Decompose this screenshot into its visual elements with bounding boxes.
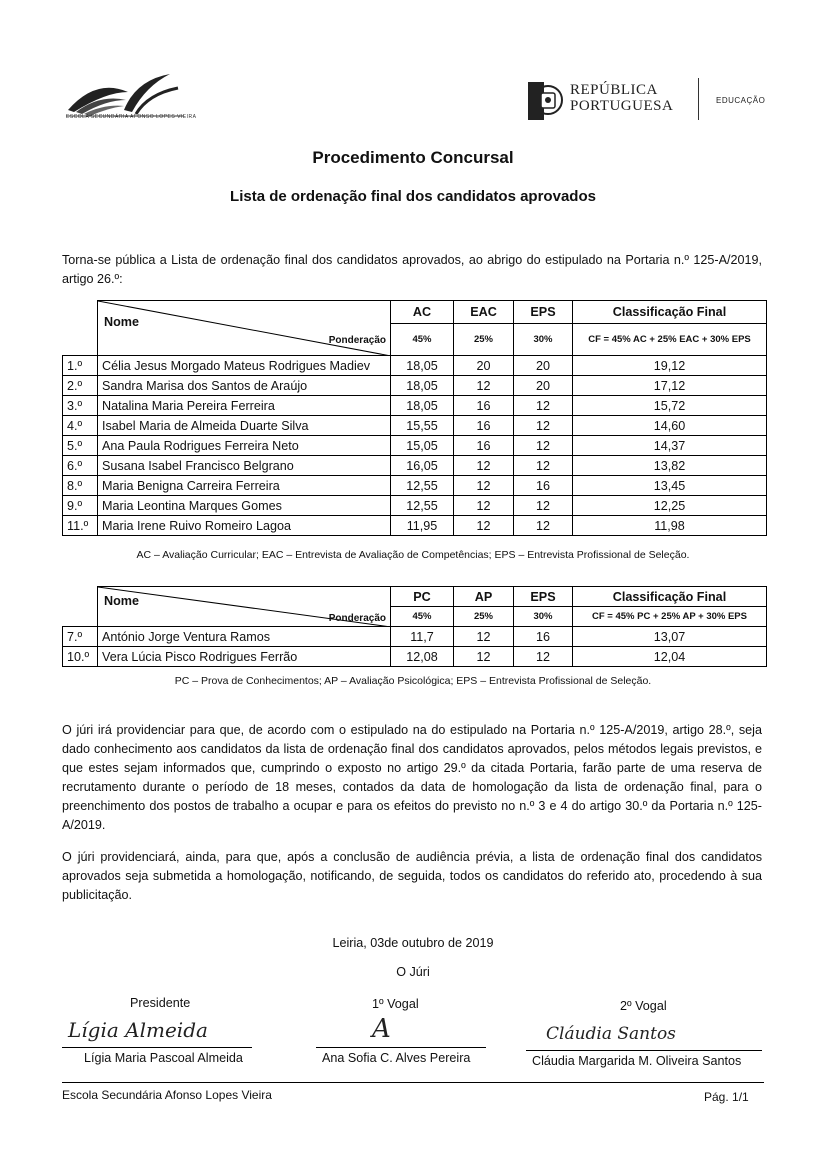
score-cell: 18,05 <box>391 376 454 396</box>
candidate-rank: 3.º <box>63 396 98 416</box>
score-cell: 20 <box>514 356 573 376</box>
score-cell: 16 <box>454 436 514 456</box>
ranking-table-1 <box>62 300 767 536</box>
signature-1-vogal: A <box>372 1014 391 1044</box>
table1-formula: CF = 45% AC + 25% EAC + 30% EPS <box>573 324 767 356</box>
candidate-rank: 5.º <box>63 436 98 456</box>
final-score-cell: 14,37 <box>573 436 767 456</box>
final-score-cell: 13,82 <box>573 456 767 476</box>
ministry-label: EDUCAÇÃO <box>716 96 766 105</box>
table2-header-nome-ponderacao <box>98 587 391 627</box>
score-cell: 15,05 <box>391 436 454 456</box>
score-cell: 16,05 <box>391 456 454 476</box>
signatory-name: Ana Sofia C. Alves Pereira <box>322 1051 471 1065</box>
final-score-cell: 11,98 <box>573 516 767 536</box>
candidate-rank: 6.º <box>63 456 98 476</box>
score-cell: 12 <box>514 456 573 476</box>
table2-col-weight: 45% <box>391 607 454 627</box>
score-cell: 12 <box>454 516 514 536</box>
table2-formula: CF = 45% PC + 25% AP + 30% EPS <box>573 607 767 627</box>
table2-col-header: PC <box>391 587 454 607</box>
candidate-rank: 8.º <box>63 476 98 496</box>
table-row <box>63 516 767 536</box>
table-row <box>63 356 767 376</box>
candidate-rank: 7.º <box>63 627 98 647</box>
candidate-name: Isabel Maria de Almeida Duarte Silva <box>98 416 391 436</box>
score-cell: 18,05 <box>391 356 454 376</box>
table1-col-header: EAC <box>454 301 514 324</box>
score-cell: 12,55 <box>391 496 454 516</box>
final-score-cell: 15,72 <box>573 396 767 416</box>
candidate-name: António Jorge Ventura Ramos <box>98 627 391 647</box>
table2-col-weight: 25% <box>454 607 514 627</box>
republic-line-2: PORTUGUESA <box>570 98 674 114</box>
table-row <box>63 476 767 496</box>
table1-col-weight: 25% <box>454 324 514 356</box>
document-title: Procedimento Concursal <box>312 148 514 167</box>
place-date: Leiria, 03de outubro de 2019 <box>332 936 494 950</box>
score-cell: 11,7 <box>391 627 454 647</box>
candidate-rank: 1.º <box>63 356 98 376</box>
jury-paragraph-1: O júri irá providenciar para que, de acordo com o estipulado na do estipulado na Portaria n.º 125-A/2019, artigo 28.º, seja dado conhecimento aos candidatos da lista de ordenação final dos candidatos aprovados, pelos métodos legais previstos, e que estes sejam informados que, cumprindo o exposto no artigo 29.º da citada Portaria, farão parte de uma reserva de recrutamento durante o período de 18 meses, contados da data de homologação da lista de ordenação final, para o preenchimento dos postos de trabalho a ocupar e para os efeitos do previsto no n.º 3 e 4 do artigo 30.º da Portaria n.º 125-A/2019. <box>62 723 762 832</box>
signature-line <box>62 1047 252 1048</box>
table2-col-weight: 30% <box>514 607 573 627</box>
score-cell: 12 <box>514 396 573 416</box>
signatory-role: 2º Vogal <box>620 999 667 1013</box>
score-cell: 12 <box>514 647 573 667</box>
score-cell: 12 <box>454 496 514 516</box>
intro-paragraph: Torna-se pública a Lista de ordenação final dos candidatos aprovados, ao abrigo do estipulado na Portaria n.º 125-A/2019, artigo 26.º: <box>62 253 762 286</box>
signatory-name: Lígia Maria Pascoal Almeida <box>84 1051 243 1065</box>
candidate-name: Sandra Marisa dos Santos de Araújo <box>98 376 391 396</box>
footer-school: Escola Secundária Afonso Lopes Vieira <box>62 1088 272 1102</box>
candidate-name: Maria Benigna Carreira Ferreira <box>98 476 391 496</box>
score-cell: 12,08 <box>391 647 454 667</box>
candidate-rank: 9.º <box>63 496 98 516</box>
score-cell: 20 <box>514 376 573 396</box>
score-cell: 12 <box>454 376 514 396</box>
final-score-cell: 17,12 <box>573 376 767 396</box>
table-row <box>63 496 767 516</box>
table1-legend: AC – Avaliação Curricular; EAC – Entrevista de Avaliação de Competências; EPS – Entrevista Profissional de Seleção. <box>136 549 690 561</box>
candidate-rank: 4.º <box>63 416 98 436</box>
score-cell: 12 <box>514 496 573 516</box>
candidate-rank: 11.º <box>63 516 98 536</box>
candidate-rank: 2.º <box>63 376 98 396</box>
table-row <box>63 436 767 456</box>
final-score-cell: 12,25 <box>573 496 767 516</box>
score-cell: 16 <box>514 476 573 496</box>
footer-divider <box>62 1082 764 1083</box>
table1-col-weight: 45% <box>391 324 454 356</box>
score-cell: 16 <box>454 396 514 416</box>
table1-col-header: AC <box>391 301 454 324</box>
candidate-name: Célia Jesus Morgado Mateus Rodrigues Madiev <box>98 356 391 376</box>
candidate-name: Maria Leontina Marques Gomes <box>98 496 391 516</box>
table1-col-weight: 30% <box>514 324 573 356</box>
score-cell: 12 <box>514 436 573 456</box>
table2-final-header: Classificação Final <box>573 587 767 607</box>
score-cell: 12,55 <box>391 476 454 496</box>
table2-nome-label: Nome <box>104 594 139 608</box>
score-cell: 11,95 <box>391 516 454 536</box>
candidate-name: Maria Irene Ruivo Romeiro Lagoa <box>98 516 391 536</box>
score-cell: 12 <box>454 476 514 496</box>
table2-col-header: EPS <box>514 587 573 607</box>
republic-title <box>570 82 673 114</box>
final-score-cell: 13,45 <box>573 476 767 496</box>
final-score-cell: 14,60 <box>573 416 767 436</box>
candidate-name: Natalina Maria Pereira Ferreira <box>98 396 391 416</box>
candidate-rank: 10.º <box>63 647 98 667</box>
final-score-cell: 19,12 <box>573 356 767 376</box>
table1-col-header: EPS <box>514 301 573 324</box>
score-cell: 12 <box>514 516 573 536</box>
signature-presidente: Lígia Almeida <box>68 1018 208 1042</box>
school-logo-caption: ESCOLA SECUNDÁRIA AFONSO LOPES VIEIRA <box>66 114 197 120</box>
signature-line <box>316 1047 486 1048</box>
table-row <box>63 647 767 667</box>
table1-header-nome-ponderacao <box>98 301 391 356</box>
table-row <box>63 396 767 416</box>
candidate-name: Susana Isabel Francisco Belgrano <box>98 456 391 476</box>
score-cell: 15,55 <box>391 416 454 436</box>
document-subtitle: Lista de ordenação final dos candidatos aprovados <box>230 188 596 205</box>
score-cell: 16 <box>514 627 573 647</box>
score-cell: 12 <box>514 416 573 436</box>
table-row <box>63 627 767 647</box>
table-row <box>63 416 767 436</box>
table2-col-header: AP <box>454 587 514 607</box>
table-row <box>63 376 767 396</box>
score-cell: 20 <box>454 356 514 376</box>
republic-line-1: REPÚBLICA <box>570 82 658 98</box>
republic-emblem-icon <box>526 78 566 124</box>
final-score-cell: 13,07 <box>573 627 767 647</box>
score-cell: 16 <box>454 416 514 436</box>
ranking-table-2 <box>62 586 767 667</box>
table2-ponderacao-label: Ponderação <box>328 613 386 624</box>
signatory-role: Presidente <box>130 996 191 1010</box>
table1-final-header: Classificação Final <box>573 301 767 324</box>
signature-line <box>526 1050 762 1051</box>
jury-paragraph-2: O júri providenciará, ainda, para que, após a conclusão de audiência prévia, a lista de ordenação final dos candidatos aprovados seja submetida a homologação, notificando, de seguida, todos os candidatos do referido ato, procedendo à sua publicitação. <box>62 850 762 902</box>
table2-legend: PC – Prova de Conhecimentos; AP – Avaliação Psicológica; EPS – Entrevista Profissional de Seleção. <box>174 675 652 687</box>
score-cell: 12 <box>454 627 514 647</box>
table1-nome-label: Nome <box>104 315 139 329</box>
score-cell: 18,05 <box>391 396 454 416</box>
score-cell: 12 <box>454 456 514 476</box>
header-divider <box>698 78 699 120</box>
footer-page-number: Pág. 1/1 <box>704 1090 749 1104</box>
candidate-name: Vera Lúcia Pisco Rodrigues Ferrão <box>98 647 391 667</box>
signatory-role: 1º Vogal <box>372 997 419 1011</box>
table-row <box>63 456 767 476</box>
table1-ponderacao-label: Ponderação <box>328 335 386 346</box>
final-score-cell: 12,04 <box>573 647 767 667</box>
candidate-name: Ana Paula Rodrigues Ferreira Neto <box>98 436 391 456</box>
jury-label: O Júri <box>396 965 430 979</box>
signature-2-vogal: Cláudia Santos <box>546 1024 676 1044</box>
signatory-name: Cláudia Margarida M. Oliveira Santos <box>532 1054 742 1068</box>
score-cell: 12 <box>454 647 514 667</box>
